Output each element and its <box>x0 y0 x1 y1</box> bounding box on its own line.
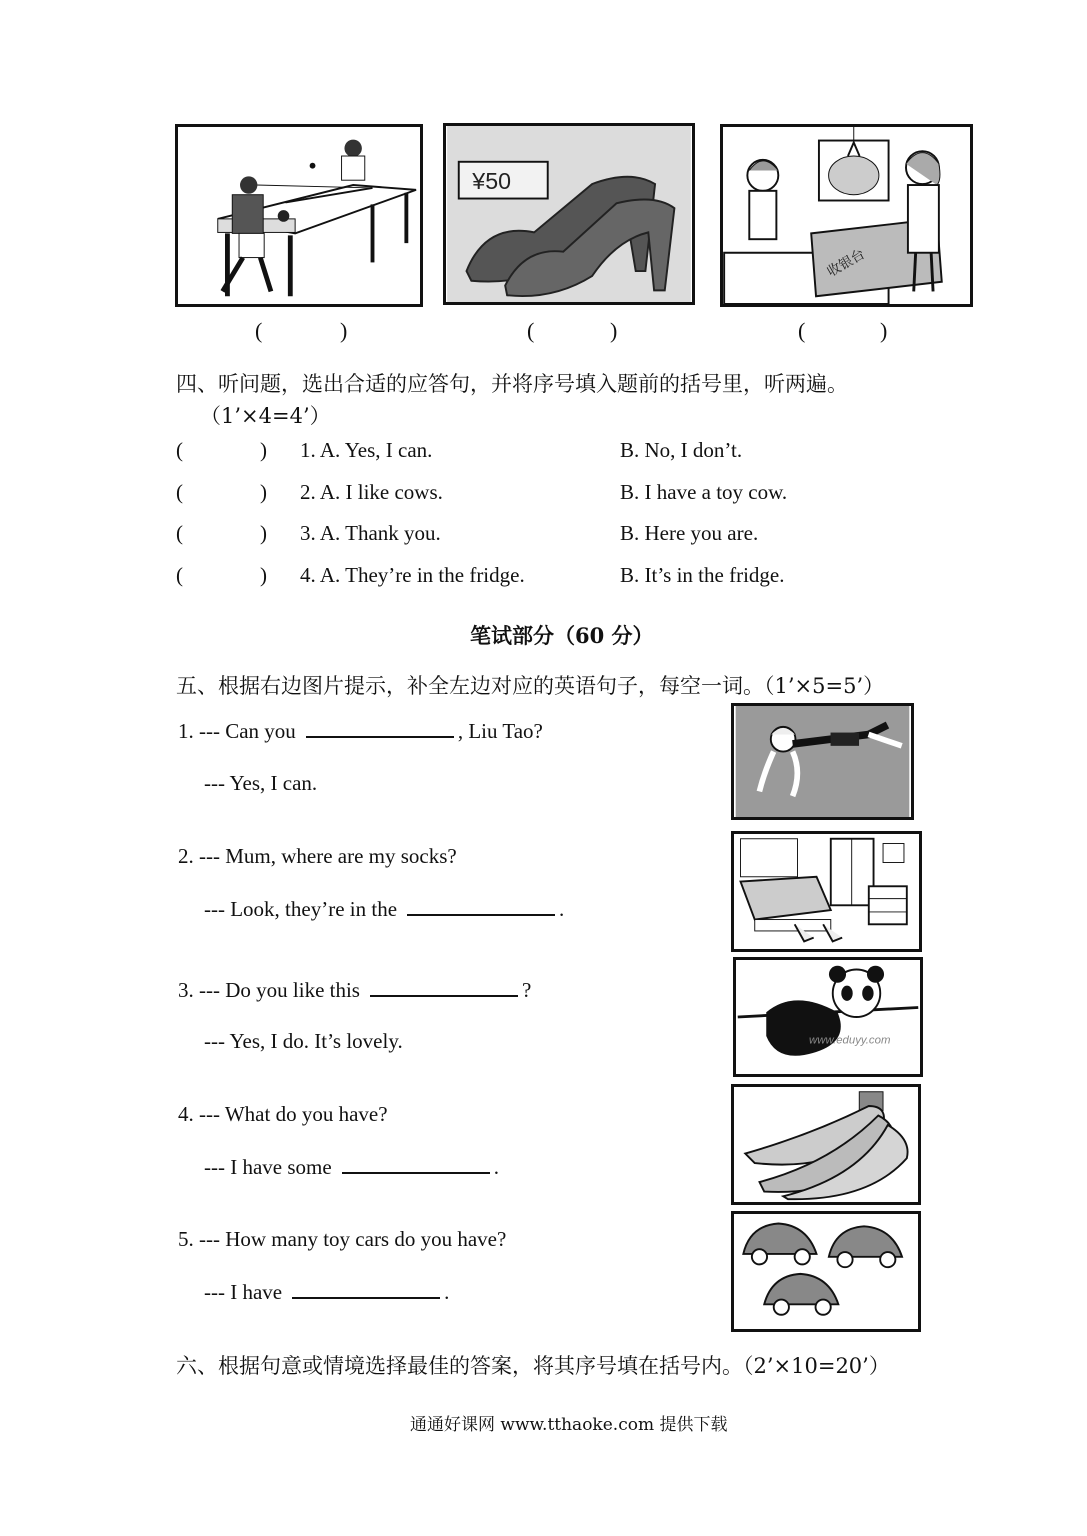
s5-a2-tail: . <box>559 897 565 921</box>
option-b: B. I have a toy cow. <box>620 480 788 504</box>
s5-a5-text: --- I have <box>204 1280 283 1304</box>
swimming-picture <box>731 703 914 820</box>
option-a: 2. A. I like cows. <box>300 480 443 504</box>
ping-pong-picture <box>175 124 423 307</box>
shop-picture <box>720 124 973 307</box>
answer-blank[interactable] <box>306 718 454 738</box>
s5-a4-tail: . <box>493 1155 499 1179</box>
answer-paren-3-close: ) <box>880 318 888 343</box>
s5-q2: 2. --- Mum, where are my socks? <box>178 844 457 868</box>
high-heels-illustration <box>446 126 692 302</box>
paren-open: ( <box>176 480 183 504</box>
written-part-title: 笔试部分（60 分） <box>470 623 654 648</box>
paren-open: ( <box>176 563 183 587</box>
s5-q1-text: 1. --- Can you <box>178 719 296 743</box>
page-footer: 通通好课网 www.tthaoke.com 提供下载 <box>410 1415 728 1435</box>
s5-q1 <box>178 718 543 744</box>
answer-blank[interactable] <box>370 977 518 997</box>
swimmer-illustration <box>734 706 911 817</box>
answer-blank[interactable] <box>342 1154 490 1174</box>
s5-a2-text: --- Look, they’re in the <box>204 897 398 921</box>
s5-a3: --- Yes, I do. It’s lovely. <box>204 1029 403 1053</box>
s5-a1: --- Yes, I can. <box>204 771 318 795</box>
option-a: 1. A. Yes, I can. <box>300 438 433 462</box>
s5-q3-tail: ? <box>521 978 532 1002</box>
paren-close: ) <box>260 563 267 587</box>
paren-close: ) <box>260 438 267 462</box>
option-b: B. No, I don’t. <box>620 438 743 462</box>
counter-sign: 收银台 <box>824 246 868 281</box>
list-item <box>176 438 976 468</box>
s5-q3 <box>178 977 531 1003</box>
s5-a2 <box>204 896 564 922</box>
s5-a4 <box>204 1154 499 1180</box>
paren-close: ) <box>260 480 267 504</box>
paren-open: ( <box>176 521 183 545</box>
s5-a4-text: --- I have some <box>204 1155 332 1179</box>
list-item <box>176 480 976 510</box>
option-a: 3. A. Thank you. <box>300 521 441 545</box>
answer-paren-1-open: ( <box>255 318 263 343</box>
s5-q5: 5. --- How many toy cars do you have? <box>178 1227 507 1251</box>
answer-paren-2-open: ( <box>527 318 535 343</box>
section4-score: （1’×4=4’） <box>200 404 331 428</box>
s5-a5 <box>204 1279 449 1305</box>
s5-q1-tail: , Liu Tao? <box>457 719 543 743</box>
answer-paren-3-open: ( <box>798 318 806 343</box>
bananas-illustration <box>734 1087 918 1202</box>
answer-paren-1-close: ) <box>340 318 348 343</box>
option-a: 4. A. They’re in the fridge. <box>300 563 525 587</box>
s5-q4: 4. --- What do you have? <box>178 1102 388 1126</box>
option-b: B. It’s in the fridge. <box>620 563 785 587</box>
shop-counter-illustration <box>723 127 970 304</box>
list-item <box>176 563 976 593</box>
bedroom-illustration <box>734 834 919 949</box>
ping-pong-illustration <box>178 127 420 304</box>
s5-a5-tail: . <box>444 1280 450 1304</box>
panda-picture <box>733 957 923 1077</box>
answer-paren-2-close: ) <box>610 318 618 343</box>
paren-close: ) <box>260 521 267 545</box>
toy-cars-picture <box>731 1211 921 1332</box>
answer-blank[interactable] <box>407 896 555 916</box>
s5-q3-text: 3. --- Do you like this <box>178 978 360 1002</box>
panda-illustration <box>736 960 920 1074</box>
shoes-picture <box>443 123 695 305</box>
bananas-picture <box>731 1084 921 1205</box>
panda-watermark: www.eduyy.com <box>809 1034 891 1047</box>
bedroom-picture <box>731 831 922 952</box>
section5-title: 五、根据右边图片提示，补全左边对应的英语句子，每空一词。（1’×5=5’） <box>176 674 885 698</box>
option-b: B. Here you are. <box>620 521 759 545</box>
answer-blank[interactable] <box>292 1279 440 1299</box>
toy-cars-illustration <box>734 1214 918 1329</box>
list-item <box>176 521 976 551</box>
price-tag: ¥50 <box>472 167 511 194</box>
paren-open: ( <box>176 438 183 462</box>
section4-title: 四、听问题，选出合适的应答句，并将序号填入题前的括号里，听两遍。 <box>176 372 848 396</box>
section6-title: 六、根据句意或情境选择最佳的答案，将其序号填在括号内。（2’×10=20’） <box>176 1354 890 1378</box>
